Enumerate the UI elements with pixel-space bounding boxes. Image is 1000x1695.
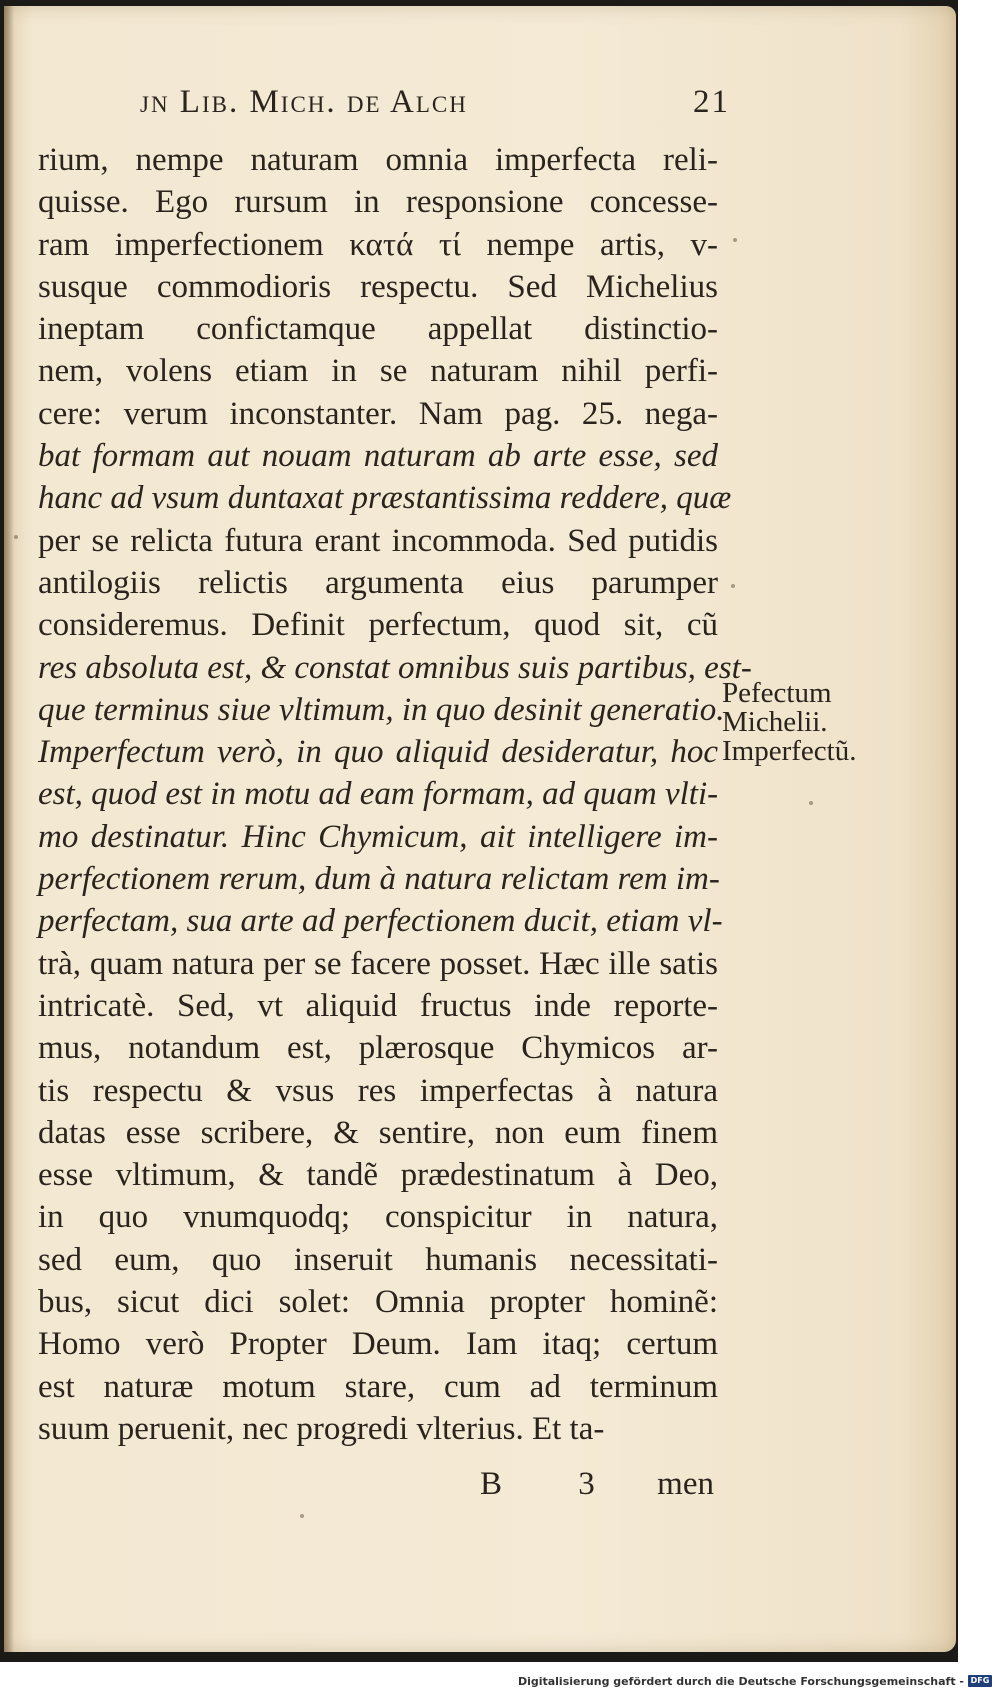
page-footer <box>480 1466 714 1510</box>
paper-speck <box>300 1514 304 1518</box>
text-line: datas esse scribere, & sentire, non eum finem <box>38 1114 718 1151</box>
page-number: 21 <box>693 84 730 120</box>
text-line: ineptam confictamque appellat distinctio- <box>38 311 718 348</box>
text-line: mus, notandum est, plærosque Chymicos ar- <box>38 1030 718 1067</box>
running-title: jn Lib. Mich. de Alch <box>140 84 468 120</box>
paper-speck <box>733 238 737 242</box>
text-line: que terminus siue vltimum, in quo desinit generatio. <box>38 691 725 728</box>
text-line: perfectam, sua arte ad perfectionem ducit, etiam vl- <box>38 903 723 940</box>
running-head <box>140 84 730 128</box>
text-line: ram imperfectionem κατά τί nempe artis, v- <box>38 226 718 263</box>
digitization-credit <box>518 1670 992 1692</box>
signature-mark: B 3 <box>480 1466 629 1502</box>
text-line: bat formam aut nouam naturam ab arte esse, sed <box>38 438 718 475</box>
text-line: quisse. Ego rursum in responsione concesse- <box>38 184 718 221</box>
text-line: per se relicta futura erant incommoda. Sed putidis <box>38 522 718 559</box>
marginal-note-line: Pefectum <box>722 677 832 709</box>
text-line: tis respectu & vsus res imperfectas à natura <box>38 1072 718 1109</box>
paper-speck <box>731 584 735 588</box>
marginal-note-line: Michelii. <box>722 706 828 738</box>
paper-speck <box>14 535 18 539</box>
dfg-logo-icon: DFG <box>968 1675 992 1687</box>
text-line: mo destinatur. Hinc Chymicum, ait intelligere im- <box>38 818 718 855</box>
book-page <box>4 6 956 1652</box>
text-line: perfectionem rerum, dum à natura relictam rem im- <box>38 861 720 898</box>
marginal-note <box>722 679 952 766</box>
text-line: susque commodioris respectu. Sed Michelius <box>38 268 718 305</box>
text-line: est, quod est in motu ad eam formam, ad quam vlti- <box>38 776 719 813</box>
text-line: esse vltimum, & tandẽ prædestinatum à Deo, <box>38 1157 718 1194</box>
text-line: nem, volens etiam in se naturam nihil perfi- <box>38 353 718 390</box>
paper-speck <box>809 801 813 805</box>
text-line: rium, nempe naturam omnia imperfecta reli- <box>38 142 718 178</box>
text-line: cere: verum inconstanter. Nam pag. 25. nega- <box>38 395 718 432</box>
text-line: antilogiis relictis argumenta eius parumper <box>38 564 718 601</box>
text-line: trà, quam natura per se facere posset. Hæc ille satis <box>38 945 718 982</box>
credit-text: Digitalisierung gefördert durch die Deutsche Forschungsgemeinschaft - <box>517 1674 964 1688</box>
text-line: sed eum, quo inseruit humanis necessitati- <box>38 1241 718 1278</box>
text-line: suum peruenit, nec progredi vlterius. Et ta- <box>38 1410 605 1447</box>
text-line: Homo verò Propter Deum. Iam itaq; certum <box>38 1326 718 1363</box>
body-text <box>38 139 752 1450</box>
text-line: intricatè. Sed, vt aliquid fructus inde reporte- <box>38 987 718 1024</box>
text-line: in quo vnumquodq; conspicitur in natura, <box>38 1199 718 1236</box>
text-line: est naturæ motum stare, cum ad terminum <box>38 1368 718 1405</box>
text-line: bus, sicut dici solet: Omnia propter hominẽ: <box>38 1284 718 1321</box>
text-line: hanc ad vsum duntaxat præstantissima reddere, quæ <box>38 480 732 517</box>
catchword: men <box>657 1466 714 1502</box>
text-line: Imperfectum verò, in quo aliquid desideratur, hoc <box>38 734 718 771</box>
marginal-note-line: Imperfectũ. <box>722 735 857 767</box>
text-line: consideremus. Definit perfectum, quod sit, cũ <box>38 607 718 644</box>
text-line: res absoluta est, & constat omnibus suis partibus, est- <box>38 649 752 686</box>
